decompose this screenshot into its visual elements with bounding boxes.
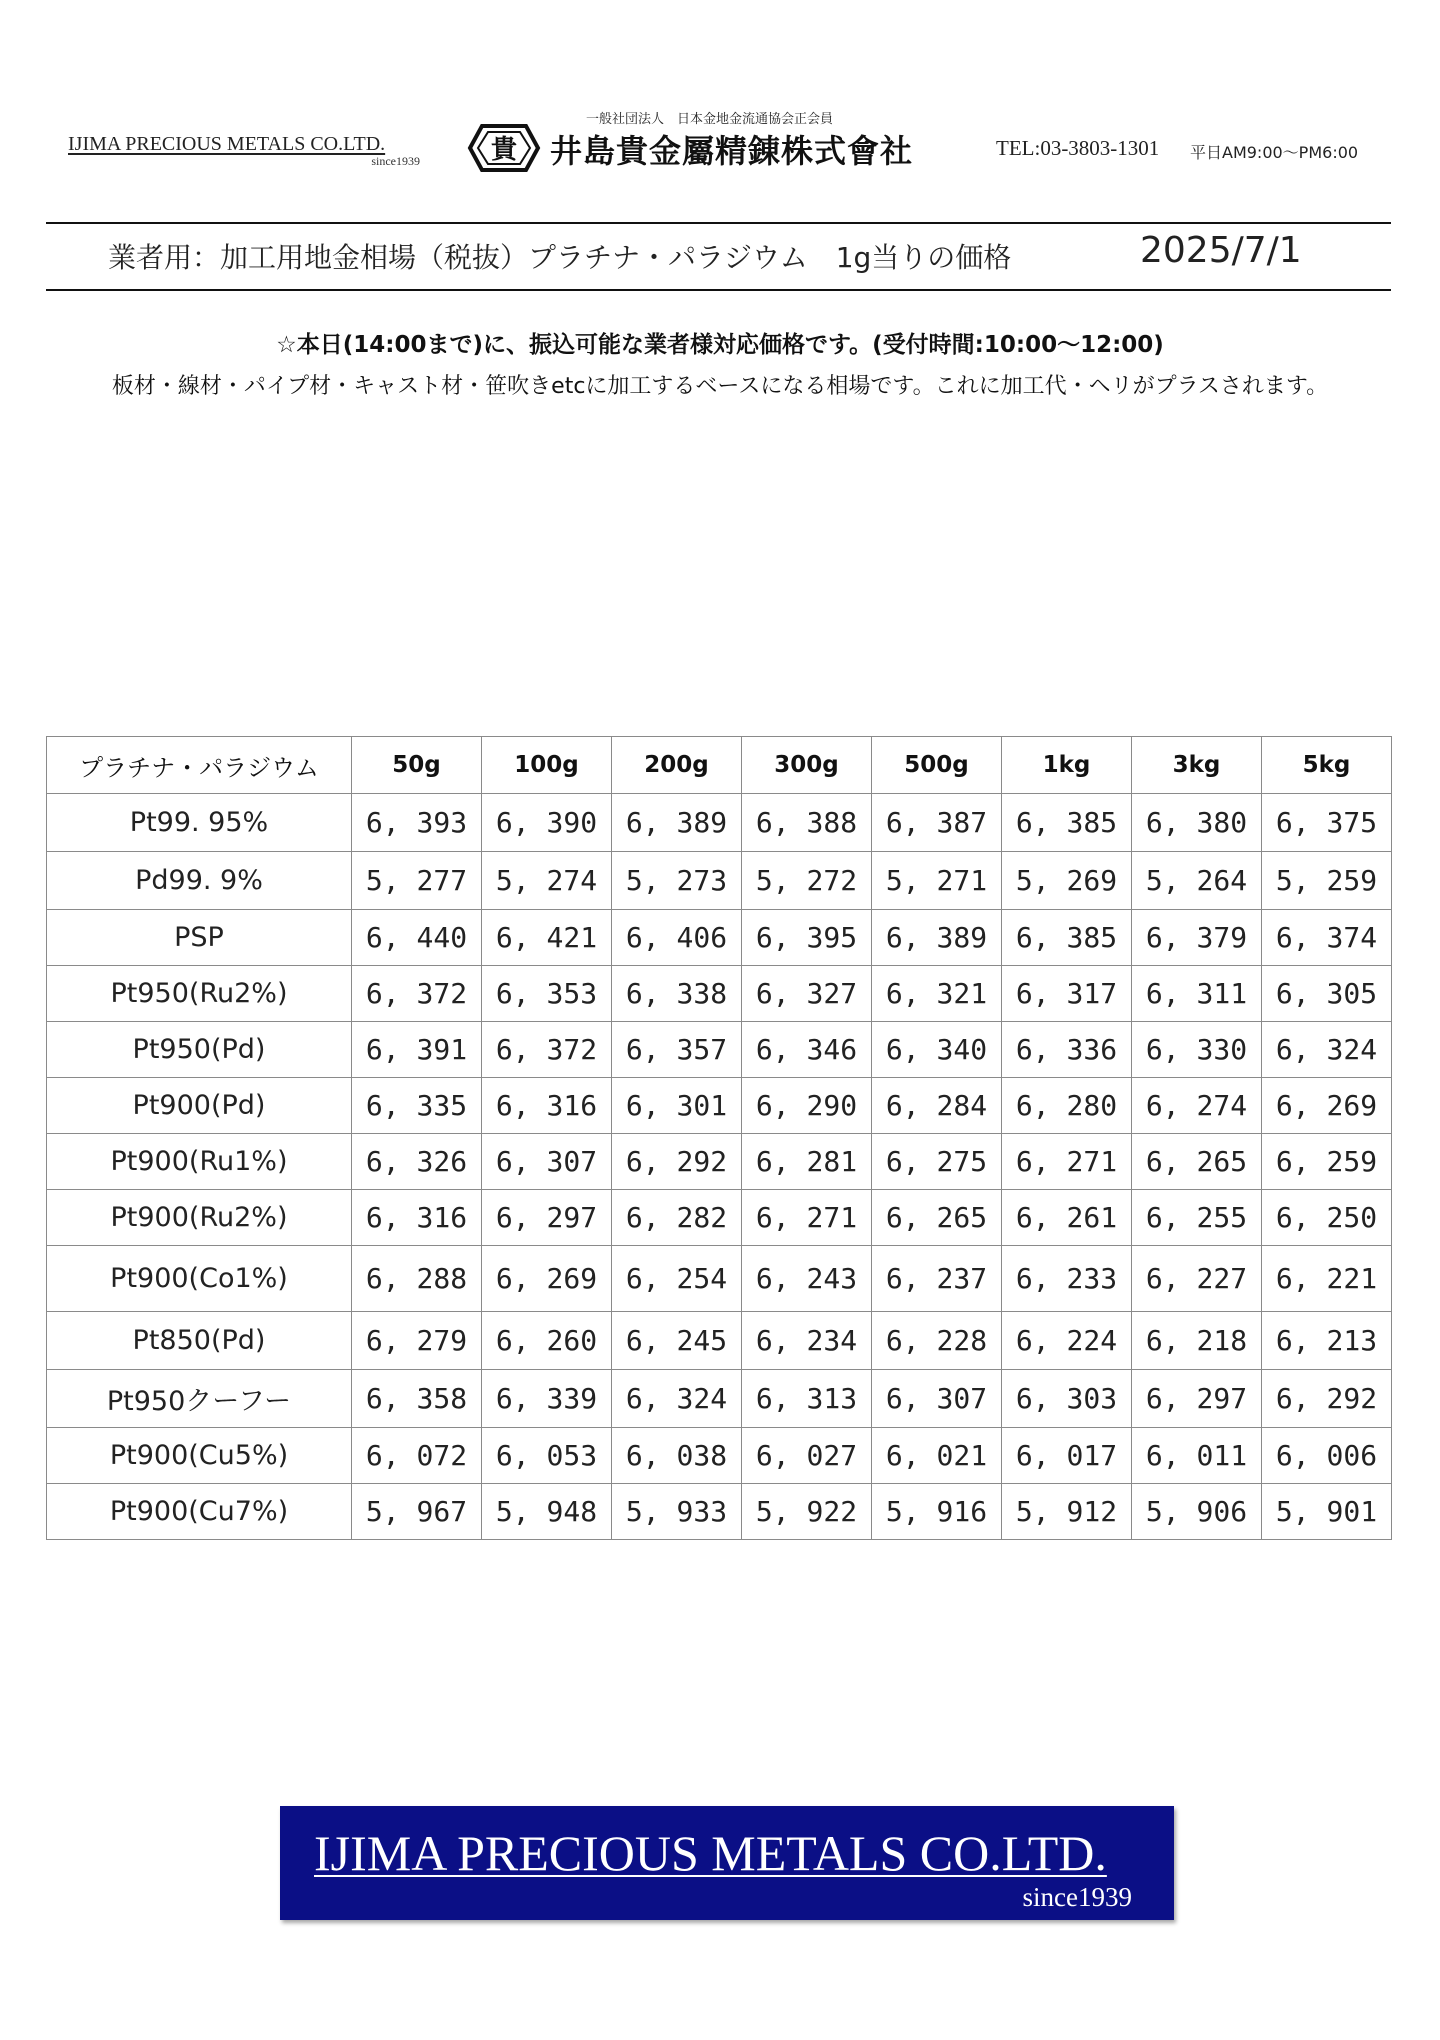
notice-line-2: 板材・線材・パイプ材・キャスト材・笹吹きetcに加工するベースになる相場です。これに加工代・ヘリがプラスされます。 xyxy=(111,374,1329,399)
price-cell: 6, 305 xyxy=(1262,966,1392,1022)
price-cell: 5, 259 xyxy=(1262,852,1392,910)
metal-name: Pt900(Cu7%) xyxy=(47,1484,352,1540)
metal-name: Pt950クーフー xyxy=(47,1370,352,1428)
page-title: 業者用：加工用地金相場（税抜）プラチナ・パラジウム 1g当りの価格 xyxy=(108,241,1012,274)
price-cell: 6, 321 xyxy=(872,966,1002,1022)
table-row xyxy=(47,1484,1392,1540)
title-rule-top xyxy=(46,222,1391,224)
metal-name: Pt950(Pd) xyxy=(47,1022,352,1078)
price-cell: 6, 271 xyxy=(1002,1134,1132,1190)
price-cell: 5, 277 xyxy=(352,852,482,910)
price-cell: 6, 053 xyxy=(482,1428,612,1484)
price-cell: 5, 906 xyxy=(1132,1484,1262,1540)
price-cell: 6, 440 xyxy=(352,910,482,966)
metal-name: Pt99. 95% xyxy=(47,794,352,852)
price-table xyxy=(46,736,1392,1540)
price-cell: 6, 388 xyxy=(742,794,872,852)
column-header: 200g xyxy=(612,737,742,794)
price-cell: 6, 353 xyxy=(482,966,612,1022)
metal-name: Pt950(Ru2%) xyxy=(47,966,352,1022)
price-cell: 5, 948 xyxy=(482,1484,612,1540)
notice-line-1: ☆本日(14:00まで)に、振込可能な業者様対応価格です。(受付時間:10:00〜12:00) xyxy=(276,332,1164,358)
table-body xyxy=(47,794,1392,1540)
price-cell: 6, 372 xyxy=(482,1022,612,1078)
price-date: 2025/7/1 xyxy=(1140,230,1302,271)
price-cell: 6, 228 xyxy=(872,1312,1002,1370)
price-cell: 5, 901 xyxy=(1262,1484,1392,1540)
price-cell: 6, 340 xyxy=(872,1022,1002,1078)
price-cell: 6, 265 xyxy=(872,1190,1002,1246)
price-cell: 6, 379 xyxy=(1132,910,1262,966)
price-cell: 6, 380 xyxy=(1132,794,1262,852)
price-cell: 6, 385 xyxy=(1002,794,1132,852)
price-cell: 6, 255 xyxy=(1132,1190,1262,1246)
price-cell: 6, 338 xyxy=(612,966,742,1022)
price-cell: 6, 233 xyxy=(1002,1246,1132,1312)
company-name-jp: 井島貴金屬精錬株式會社 xyxy=(550,132,914,170)
metal-name: PSP xyxy=(47,910,352,966)
column-header: 1kg xyxy=(1002,737,1132,794)
banner-company-name: IJIMA PRECIOUS METALS CO.LTD. xyxy=(314,1825,1107,1881)
price-cell: 6, 280 xyxy=(1002,1078,1132,1134)
price-cell: 6, 261 xyxy=(1002,1190,1132,1246)
price-cell: 6, 324 xyxy=(612,1370,742,1428)
table-row xyxy=(47,1134,1392,1190)
table-row xyxy=(47,910,1392,966)
table-row xyxy=(47,1022,1392,1078)
price-cell: 6, 021 xyxy=(872,1428,1002,1484)
price-cell: 6, 254 xyxy=(612,1246,742,1312)
price-cell: 6, 336 xyxy=(1002,1022,1132,1078)
column-header: 50g xyxy=(352,737,482,794)
association-membership: 一般社団法人 日本金地金流通協会正会員 xyxy=(586,112,834,127)
price-cell: 6, 213 xyxy=(1262,1312,1392,1370)
table-row xyxy=(47,1078,1392,1134)
column-header: 500g xyxy=(872,737,1002,794)
footer-banner xyxy=(280,1806,1174,1920)
metal-name: Pd99. 9% xyxy=(47,852,352,910)
price-cell: 6, 346 xyxy=(742,1022,872,1078)
price-cell: 6, 390 xyxy=(482,794,612,852)
price-cell: 5, 933 xyxy=(612,1484,742,1540)
price-cell: 6, 245 xyxy=(612,1312,742,1370)
price-cell: 6, 011 xyxy=(1132,1428,1262,1484)
metal-name: Pt850(Pd) xyxy=(47,1312,352,1370)
price-cell: 6, 406 xyxy=(612,910,742,966)
price-cell: 6, 260 xyxy=(482,1312,612,1370)
column-header: 300g xyxy=(742,737,872,794)
price-cell: 6, 357 xyxy=(612,1022,742,1078)
price-cell: 6, 301 xyxy=(612,1078,742,1134)
price-cell: 6, 387 xyxy=(872,794,1002,852)
price-cell: 6, 224 xyxy=(1002,1312,1132,1370)
price-cell: 6, 274 xyxy=(1132,1078,1262,1134)
price-cell: 6, 279 xyxy=(352,1312,482,1370)
table-row xyxy=(47,852,1392,910)
price-cell: 6, 017 xyxy=(1002,1428,1132,1484)
price-cell: 6, 006 xyxy=(1262,1428,1392,1484)
price-cell: 6, 316 xyxy=(482,1078,612,1134)
price-cell: 6, 269 xyxy=(482,1246,612,1312)
column-header: 5kg xyxy=(1262,737,1392,794)
price-cell: 5, 922 xyxy=(742,1484,872,1540)
price-cell: 6, 316 xyxy=(352,1190,482,1246)
price-cell: 6, 227 xyxy=(1132,1246,1262,1312)
table-row xyxy=(47,1370,1392,1428)
price-cell: 6, 027 xyxy=(742,1428,872,1484)
metal-name: Pt900(Cu5%) xyxy=(47,1428,352,1484)
price-cell: 6, 327 xyxy=(742,966,872,1022)
price-cell: 6, 330 xyxy=(1132,1022,1262,1078)
price-cell: 6, 303 xyxy=(1002,1370,1132,1428)
table-row xyxy=(47,1312,1392,1370)
table-row xyxy=(47,1428,1392,1484)
table-row xyxy=(47,794,1392,852)
ijima-emblem-icon xyxy=(466,120,542,176)
price-cell: 6, 269 xyxy=(1262,1078,1392,1134)
price-cell: 6, 297 xyxy=(482,1190,612,1246)
price-cell: 6, 292 xyxy=(1262,1370,1392,1428)
banner-since: since1939 xyxy=(1022,1882,1132,1912)
metal-name: Pt900(Co1%) xyxy=(47,1246,352,1312)
price-cell: 6, 271 xyxy=(742,1190,872,1246)
price-cell: 6, 259 xyxy=(1262,1134,1392,1190)
price-cell: 6, 072 xyxy=(352,1428,482,1484)
price-cell: 6, 335 xyxy=(352,1078,482,1134)
table-row xyxy=(47,966,1392,1022)
price-cell: 5, 264 xyxy=(1132,852,1262,910)
price-cell: 6, 317 xyxy=(1002,966,1132,1022)
price-cell: 5, 272 xyxy=(742,852,872,910)
price-cell: 6, 374 xyxy=(1262,910,1392,966)
price-cell: 6, 313 xyxy=(742,1370,872,1428)
price-cell: 6, 221 xyxy=(1262,1246,1392,1312)
price-cell: 6, 218 xyxy=(1132,1312,1262,1370)
price-cell: 6, 234 xyxy=(742,1312,872,1370)
phone-number: TEL:03-3803-1301 xyxy=(996,136,1160,160)
price-cell: 5, 967 xyxy=(352,1484,482,1540)
price-cell: 6, 292 xyxy=(612,1134,742,1190)
price-cell: 6, 393 xyxy=(352,794,482,852)
svg-text:貴: 貴 xyxy=(490,135,518,165)
price-cell: 5, 271 xyxy=(872,852,1002,910)
price-cell: 6, 237 xyxy=(872,1246,1002,1312)
table-row xyxy=(47,1190,1392,1246)
price-cell: 6, 372 xyxy=(352,966,482,1022)
table-corner-header: プラチナ・パラジウム xyxy=(47,737,352,794)
price-cell: 5, 269 xyxy=(1002,852,1132,910)
metal-name: Pt900(Ru1%) xyxy=(47,1134,352,1190)
price-cell: 6, 389 xyxy=(612,794,742,852)
price-cell: 6, 038 xyxy=(612,1428,742,1484)
company-name-en: IJIMA PRECIOUS METALS CO.LTD. xyxy=(68,133,386,155)
price-cell: 6, 288 xyxy=(352,1246,482,1312)
price-cell: 6, 250 xyxy=(1262,1190,1392,1246)
table-row xyxy=(47,1246,1392,1312)
price-cell: 6, 395 xyxy=(742,910,872,966)
company-since: since1939 xyxy=(371,154,420,168)
price-cell: 5, 274 xyxy=(482,852,612,910)
price-cell: 6, 307 xyxy=(482,1134,612,1190)
company-name-en-block xyxy=(68,133,420,169)
price-cell: 6, 243 xyxy=(742,1246,872,1312)
price-cell: 6, 324 xyxy=(1262,1022,1392,1078)
price-cell: 6, 358 xyxy=(352,1370,482,1428)
title-rule-bottom xyxy=(46,289,1391,291)
price-cell: 6, 339 xyxy=(482,1370,612,1428)
business-hours: 平日AM9:00〜PM6:00 xyxy=(1190,143,1359,162)
price-cell: 6, 275 xyxy=(872,1134,1002,1190)
price-cell: 5, 912 xyxy=(1002,1484,1132,1540)
column-header: 100g xyxy=(482,737,612,794)
price-cell: 6, 375 xyxy=(1262,794,1392,852)
price-cell: 6, 290 xyxy=(742,1078,872,1134)
price-cell: 6, 421 xyxy=(482,910,612,966)
price-cell: 6, 311 xyxy=(1132,966,1262,1022)
column-header: 3kg xyxy=(1132,737,1262,794)
price-cell: 6, 297 xyxy=(1132,1370,1262,1428)
price-cell: 6, 265 xyxy=(1132,1134,1262,1190)
price-cell: 6, 389 xyxy=(872,910,1002,966)
price-cell: 6, 282 xyxy=(612,1190,742,1246)
price-cell: 6, 326 xyxy=(352,1134,482,1190)
price-cell: 6, 281 xyxy=(742,1134,872,1190)
price-cell: 6, 307 xyxy=(872,1370,1002,1428)
price-cell: 6, 385 xyxy=(1002,910,1132,966)
price-cell: 6, 391 xyxy=(352,1022,482,1078)
price-cell: 5, 273 xyxy=(612,852,742,910)
table-header-row xyxy=(47,737,1392,794)
metal-name: Pt900(Pd) xyxy=(47,1078,352,1134)
price-cell: 5, 916 xyxy=(872,1484,1002,1540)
metal-name: Pt900(Ru2%) xyxy=(47,1190,352,1246)
price-cell: 6, 284 xyxy=(872,1078,1002,1134)
